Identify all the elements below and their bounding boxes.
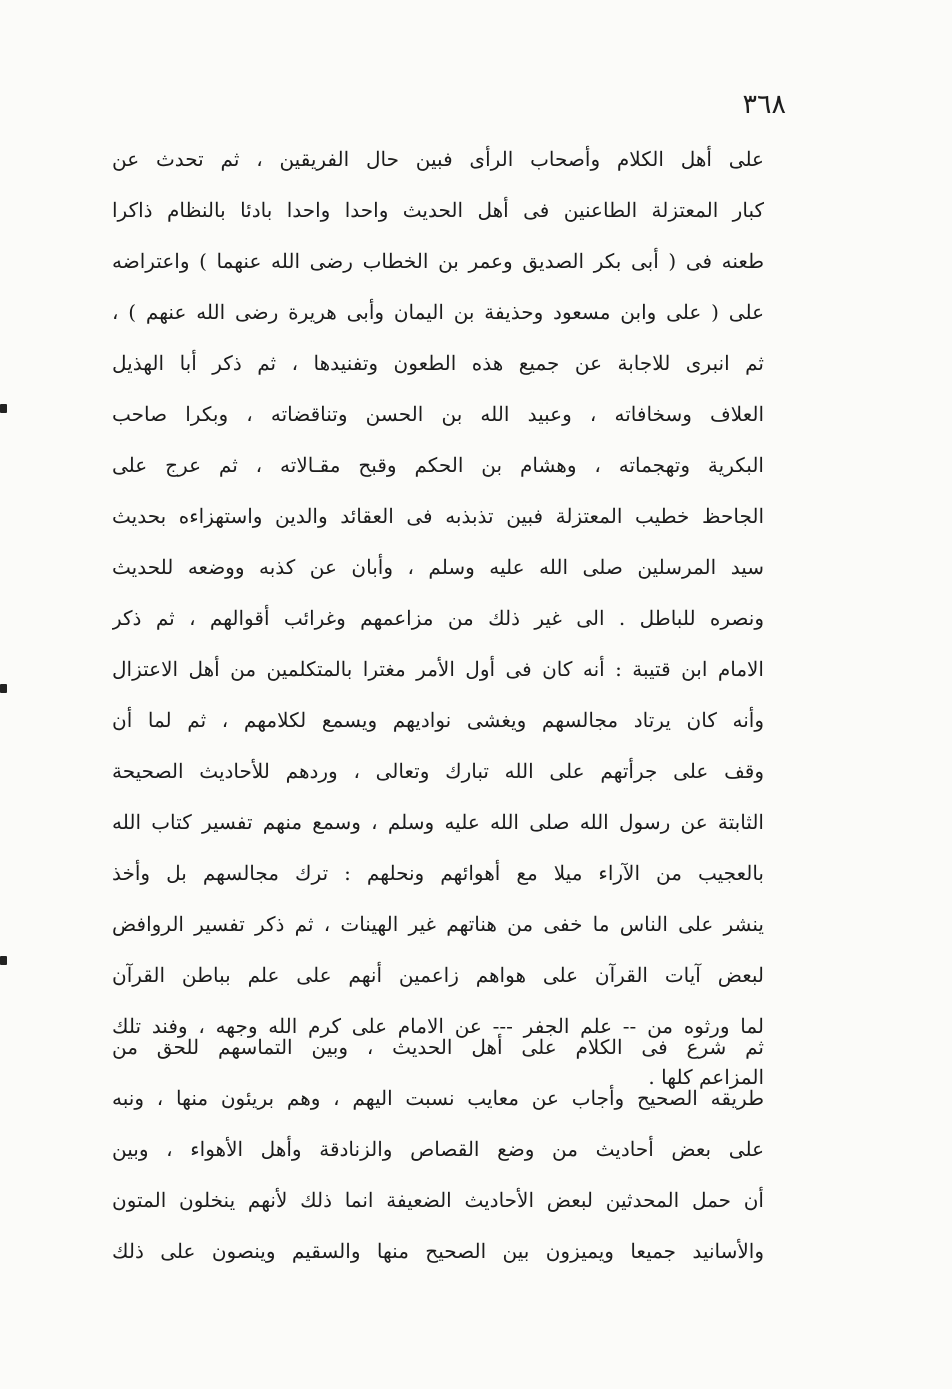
text-line: ونصره للباطل . الى غير ذلك من مزاعمهم وغرائب أقوالهم ، ثم ذكر <box>112 606 764 630</box>
scan-margin-mark <box>0 404 7 413</box>
text-line: ينشر على الناس ما خفى من هناتهم غير الهينات ، ثم ذكر تفسير الروافض <box>112 912 764 936</box>
text-line: وقف على جرأتهم على الله تبارك وتعالى ، وردهم للأحاديث الصحيحة <box>112 759 764 783</box>
text-line: ثم انبرى للاجابة عن جميع هذه الطعون وتفنيدها ، ثم ذكر أبا الهذيل <box>112 351 764 375</box>
text-line: كبار المعتزلة الطاعنين فى أهل الحديث واحدا واحدا بادئا بالنظام ذاكرا <box>112 198 764 222</box>
paragraph-2 <box>112 1022 764 1277</box>
text-line: لبعض آيات القرآن على هواهم زاعمين أنهم على علم بباطن القرآن <box>112 963 764 987</box>
scan-margin-mark <box>0 956 7 965</box>
text-line: العلاف وسخافاته ، وعبيد الله بن الحسن وتناقضاته ، وبكرا صاحب <box>112 402 764 426</box>
scan-margin-mark <box>0 684 7 693</box>
text-line: والأسانيد جميعا ويميزون بين الصحيح منها والسقيم وينصون على ذلك <box>112 1239 764 1263</box>
text-line: على أهل الكلام وأصحاب الرأى فبين حال الفريقين ، ثم تحدث عن <box>112 147 764 171</box>
paragraph-1 <box>112 134 764 1103</box>
text-line: طريقه الصحيح وأجاب عن معايب نسبت اليهم ، وهم بريئون منها ، ونبه <box>112 1086 764 1110</box>
text-line: الامام ابن قتيبة : أنه كان فى أول الأمر مغترا بالمتكلمين من أهل الاعتزال <box>112 657 764 681</box>
text-line: لما ورثوه من -- علم الجفر --- عن الامام على كرم الله وجهه ، وفند تلك <box>112 1014 764 1038</box>
text-line: وأنه كان يرتاد مجالسهم ويغشى نواديهم ويسمع لكلامهم ، ثم لما أن <box>112 708 764 732</box>
page-number: ٣٦٨ <box>742 89 786 120</box>
text-line: أن حمل المحدثين لبعض الأحاديث الضعيفة انما ذلك لأنهم ينخلون المتون <box>112 1188 764 1212</box>
text-line: الثابتة عن رسول الله صلى الله عليه وسلم ، وسمع منهم تفسير كتاب الله <box>112 810 764 834</box>
text-line: الجاحظ خطيب المعتزلة فبين تذبذبه فى العقائد والدين واستهزاءه بحديث <box>112 504 764 528</box>
text-line: بالعجيب من الآراء ميلا مع أهوائهم ونحلهم : ترك مجالسهم بل وأخذ <box>112 861 764 885</box>
text-line: ثم شرع فى الكلام على أهل الحديث ، وبين التماسهم للحق من <box>112 1035 764 1059</box>
text-line: على بعض أحاديث من وضع القصاص والزنادقة وأهل الأهواء ، وبين <box>112 1137 764 1161</box>
text-line: البكرية وتهجماته ، وهشام بن الحكم وقبح مقـالاته ، ثم عرج على <box>112 453 764 477</box>
text-line: طعنه فى ( أبى بكر الصديق وعمر بن الخطاب رضى الله عنهما ) واعتراضه <box>112 249 764 273</box>
text-line: سيد المرسلين صلى الله عليه وسلم ، وأبان عن كذبه ووضعه للحديث <box>112 555 764 579</box>
text-line: المزاعم كلها . <box>648 1065 764 1089</box>
text-line: على ( على وابن مسعود وحذيفة بن اليمان وأبى هريرة رضى الله عنهم ) ، <box>112 300 764 324</box>
